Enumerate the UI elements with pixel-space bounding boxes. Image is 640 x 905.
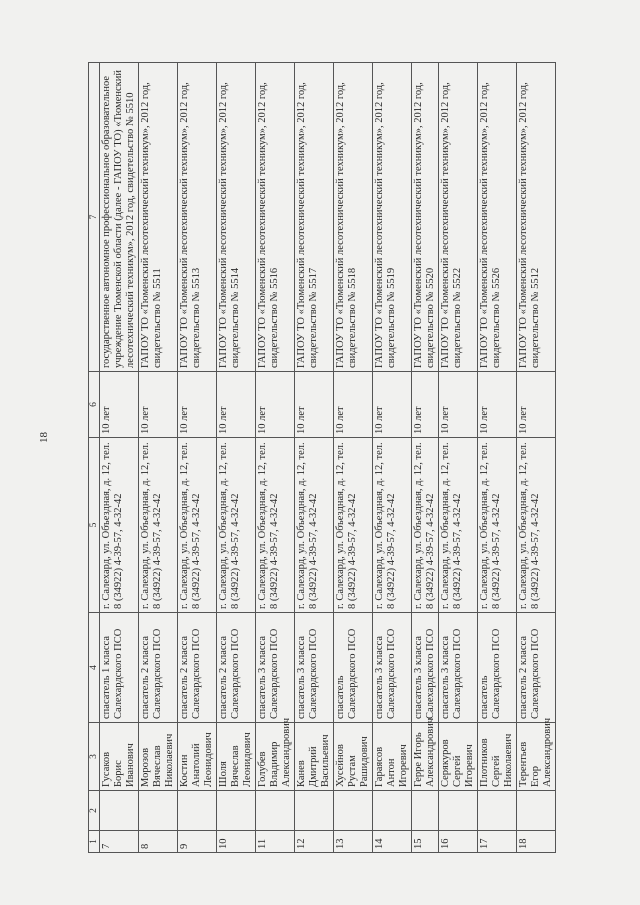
table-row <box>178 63 217 853</box>
person-name: Гусаков Борис Иванович <box>100 723 139 791</box>
address-cell: г. Салехард, ул. Объездная, д. 12, тел. 8 (34922) 4-39-57, 4-32-42 <box>517 438 556 613</box>
column-number: 7 <box>89 63 100 372</box>
row-number: 14 <box>373 831 412 853</box>
column-number: 6 <box>89 372 100 438</box>
address-cell: г. Салехард, ул. Объездная, д. 12, тел. 8 (34922) 4-39-57, 4-32-42 <box>412 438 439 613</box>
education-cell: ГАПОУ ТО «Тюменский лесотехнический техникум», 2012 год, свидетельство № 5518 <box>334 63 373 372</box>
col2-cell <box>217 791 256 831</box>
position-cell: спасатель Салехардского ПСО <box>334 613 373 723</box>
person-name: Морозов Вячеслав Николаевич <box>139 723 178 791</box>
position-cell: спасатель 1 класса Салехардского ПСО <box>100 613 139 723</box>
col2-cell <box>178 791 217 831</box>
row-number: 7 <box>100 831 139 853</box>
table-row <box>295 63 334 853</box>
position-cell: спасатель 2 класса Салехардского ПСО <box>217 613 256 723</box>
education-cell: ГАПОУ ТО «Тюменский лесотехнический техникум», 2012 год, свидетельство № 5511 <box>139 63 178 372</box>
table-row <box>517 63 556 853</box>
education-cell: ГАПОУ ТО «Тюменский лесотехнический техникум», 2012 год, свидетельство № 5516 <box>256 63 295 372</box>
education-cell: ГАПОУ ТО «Тюменский лесотехнический техникум», 2012 год, свидетельство № 5514 <box>217 63 256 372</box>
education-cell: ГАПОУ ТО «Тюменский лесотехнический техникум», 2012 год, свидетельство № 5522 <box>439 63 478 372</box>
position-cell: спасатель 2 класса Салехардского ПСО <box>178 613 217 723</box>
row-number: 16 <box>439 831 478 853</box>
education-cell: государственное автономное профессиональное образовательное учреждение Тюменской области (далее - ГАПОУ ТО) «Тюменский лесотехнический техникум», 2012 год, свидетельство № 5510 <box>100 63 139 372</box>
person-name: Голубев Владимир Александрович <box>256 723 295 791</box>
address-cell: г. Салехард, ул. Объездная, д. 12, тел. 8 (34922) 4-39-57, 4-32-42 <box>478 438 517 613</box>
education-cell: ГАПОУ ТО «Тюменский лесотехнический техникум», 2012 год, свидетельство № 5512 <box>517 63 556 372</box>
column-number: 1 <box>89 831 100 853</box>
column-number: 3 <box>89 723 100 791</box>
row-number: 11 <box>256 831 295 853</box>
table-row <box>373 63 412 853</box>
term-cell: 10 лет <box>412 372 439 438</box>
table-row <box>139 63 178 853</box>
person-name: Плотников Сергей Николаевич <box>478 723 517 791</box>
table-body <box>100 63 556 853</box>
rescuers-table <box>88 62 556 853</box>
col2-cell <box>256 791 295 831</box>
table-row <box>217 63 256 853</box>
address-cell: г. Салехард, ул. Объездная, д. 12, тел. 8 (34922) 4-39-57, 4-32-42 <box>217 438 256 613</box>
table-row <box>100 63 139 853</box>
row-number: 9 <box>178 831 217 853</box>
position-cell: спасатель 3 класса Салехардского ПСО <box>439 613 478 723</box>
column-number: 2 <box>89 791 100 831</box>
term-cell: 10 лет <box>517 372 556 438</box>
col2-cell <box>517 791 556 831</box>
address-cell: г. Салехард, ул. Объездная, д. 12, тел. 8 (34922) 4-39-57, 4-32-42 <box>295 438 334 613</box>
education-cell: ГАПОУ ТО «Тюменский лесотехнический техникум», 2012 год, свидетельство № 5517 <box>295 63 334 372</box>
table-row <box>439 63 478 853</box>
row-number: 13 <box>334 831 373 853</box>
row-number: 12 <box>295 831 334 853</box>
column-number: 5 <box>89 438 100 613</box>
address-cell: г. Салехард, ул. Объездная, д. 12, тел. 8 (34922) 4-39-57, 4-32-42 <box>100 438 139 613</box>
person-name: Гараясов Антон Игоревич <box>373 723 412 791</box>
col2-cell <box>295 791 334 831</box>
term-cell: 10 лет <box>334 372 373 438</box>
col2-cell <box>412 791 439 831</box>
term-cell: 10 лет <box>100 372 139 438</box>
position-cell: спасатель 3 класса Салехардского ПСО <box>373 613 412 723</box>
page-number: 18 <box>38 432 50 443</box>
term-cell: 10 лет <box>373 372 412 438</box>
column-number-row <box>89 63 100 853</box>
address-cell: г. Салехард, ул. Объездная, д. 12, тел. 8 (34922) 4-39-57, 4-32-42 <box>373 438 412 613</box>
table-row <box>256 63 295 853</box>
table-row <box>334 63 373 853</box>
person-name: Костин Анатолий Леонидович <box>178 723 217 791</box>
term-cell: 10 лет <box>295 372 334 438</box>
term-cell: 10 лет <box>139 372 178 438</box>
person-name: Хусейнов Рустам Рашидович <box>334 723 373 791</box>
rotated-page <box>88 63 553 853</box>
term-cell: 10 лет <box>217 372 256 438</box>
term-cell: 10 лет <box>256 372 295 438</box>
col2-cell <box>439 791 478 831</box>
position-cell: спасатель 2 класса Салехардского ПСО <box>517 613 556 723</box>
row-number: 10 <box>217 831 256 853</box>
col2-cell <box>100 791 139 831</box>
row-number: 18 <box>517 831 556 853</box>
address-cell: г. Салехард, ул. Объездная, д. 12, тел. 8 (34922) 4-39-57, 4-32-42 <box>334 438 373 613</box>
position-cell: спасатель 3 класса Салехардского ПСО <box>295 613 334 723</box>
education-cell: ГАПОУ ТО «Тюменский лесотехнический техникум», 2012 год, свидетельство № 5526 <box>478 63 517 372</box>
term-cell: 10 лет <box>478 372 517 438</box>
education-cell: ГАПОУ ТО «Тюменский лесотехнический техникум», 2012 год, свидетельство № 5520 <box>412 63 439 372</box>
row-number: 8 <box>139 831 178 853</box>
col2-cell <box>478 791 517 831</box>
position-cell: спасатель 3 класса Салехардского ПСО <box>256 613 295 723</box>
address-cell: г. Салехард, ул. Объездная, д. 12, тел. 8 (34922) 4-39-57, 4-32-42 <box>178 438 217 613</box>
person-name: Канев Дмитрий Васильевич <box>295 723 334 791</box>
person-name: Шоля Вячеслав Леонидович <box>217 723 256 791</box>
row-number: 17 <box>478 831 517 853</box>
col2-cell <box>373 791 412 831</box>
person-name: Герре Игорь Александрович <box>412 723 439 791</box>
position-cell: спасатель 3 класса Салехардского ПСО <box>412 613 439 723</box>
position-cell: спасатель Салехардского ПСО <box>478 613 517 723</box>
education-cell: ГАПОУ ТО «Тюменский лесотехнический техникум», 2012 год, свидетельство № 5513 <box>178 63 217 372</box>
column-number: 4 <box>89 613 100 723</box>
col2-cell <box>139 791 178 831</box>
term-cell: 10 лет <box>178 372 217 438</box>
address-cell: г. Салехард, ул. Объездная, д. 12, тел. 8 (34922) 4-39-57, 4-32-42 <box>139 438 178 613</box>
row-number: 15 <box>412 831 439 853</box>
person-name: Серякуров Сергей Игоревич <box>439 723 478 791</box>
col2-cell <box>334 791 373 831</box>
term-cell: 10 лет <box>439 372 478 438</box>
address-cell: г. Салехард, ул. Объездная, д. 12, тел. 8 (34922) 4-39-57, 4-32-42 <box>439 438 478 613</box>
person-name: Терентьев Егор Александрович <box>517 723 556 791</box>
education-cell: ГАПОУ ТО «Тюменский лесотехнический техникум», 2012 год, свидетельство № 5519 <box>373 63 412 372</box>
table-row <box>478 63 517 853</box>
table-row <box>412 63 439 853</box>
address-cell: г. Салехард, ул. Объездная, д. 12, тел. 8 (34922) 4-39-57, 4-32-42 <box>256 438 295 613</box>
position-cell: спасатель 2 класса Салехардского ПСО <box>139 613 178 723</box>
